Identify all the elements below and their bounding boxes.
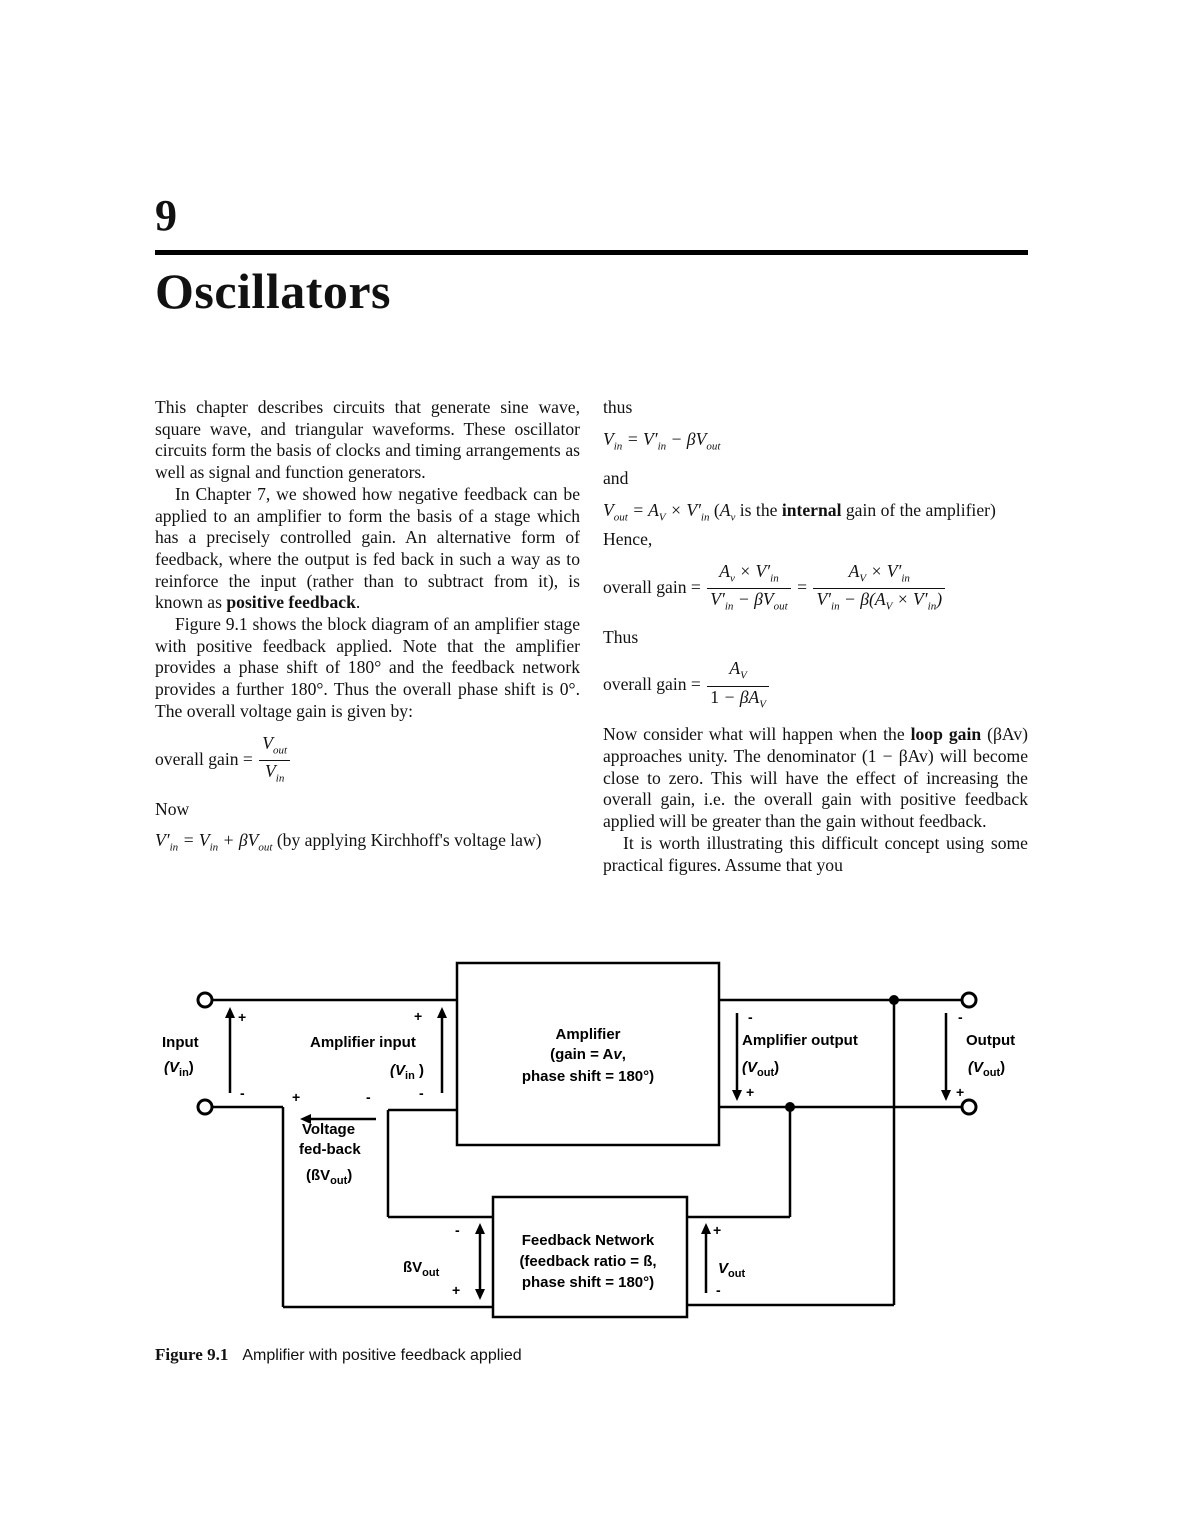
amplifier-output-label: Amplifier output — [742, 1032, 858, 1049]
chapter-rule — [155, 250, 1028, 255]
kirchhoff-note: (by applying Kirchhoff's voltage law) — [276, 830, 542, 851]
minus-sign: - — [716, 1282, 721, 1298]
loop-gain-term: loop gain — [910, 724, 982, 745]
formula-vout: $V_{out} = A_V \times V'_{in}$ ($A_v$ is the internal gain of the amplifier) — [603, 499, 996, 524]
amplifier-vout-label: $(V_{out})$ — [742, 1059, 780, 1079]
paragraph-figure: Figure 9.1 shows the block diagram of an amplifier stage with positive feedback applied. Note that the amplifier provides a phase shift of 180° and the feedback network provides a further 180°. Thus the overall phase shift is 0°. The overall voltage gain is given by: — [155, 614, 580, 721]
plus-sign: + — [238, 1009, 247, 1025]
formula-overall-gain-final: overall gain = $\frac{A_V}{1 - \beta A_V}$ — [603, 658, 1028, 714]
figure-caption-label: Figure 9.1 — [155, 1345, 229, 1364]
amplifier-phase: phase shift = 180°) — [521, 1068, 655, 1085]
output-vout-label: $(V_{out})$ — [968, 1059, 1006, 1079]
formula-label-3: overall gain = — [603, 674, 701, 695]
paragraph-practical: It is worth illustrating this difficult concept using some practical figures. Assume that you — [603, 832, 1028, 875]
figure-caption-text: Amplifier with positive feedback applied — [242, 1347, 522, 1364]
fb-vout-label: $V_{out}$ — [718, 1260, 746, 1280]
formula-vin: $V_{in} = V'_{in} - \beta V_{out}$ — [603, 428, 721, 453]
minus-sign: - — [958, 1009, 963, 1025]
input-terminal-top — [198, 993, 212, 1007]
formula-label-2: overall gain = — [603, 576, 701, 597]
plus-sign: + — [746, 1084, 755, 1100]
right-column — [603, 397, 1028, 876]
thus-text: thus — [603, 397, 633, 417]
positive-feedback-term: positive feedback — [226, 592, 356, 613]
voltage-label: Voltage — [302, 1121, 356, 1138]
paragraph-intro: This chapter describes circuits that generate sine wave, square wave, and triangular waveforms. These oscillator circuits form the basis of clocks and timing arrangements as well as signal and function generators. — [155, 397, 580, 483]
minus-sign: - — [366, 1089, 371, 1105]
block-diagram — [150, 955, 1030, 1330]
amplifier-vin-label: ($V_{in}$ ) — [390, 1062, 424, 1082]
and-text: and — [603, 467, 629, 488]
output-label: Output — [966, 1032, 1016, 1049]
plus-sign: + — [292, 1089, 301, 1105]
plus-sign: + — [452, 1282, 461, 1298]
formula-overall-gain-expanded: overall gain = $\frac{A_v \times V'_{in}}{V'_{in} - \beta V_{out}}$ = $\frac{A_V \times V'_{in}}{V'_{in} - \beta(A_V \times V'_{in})}$ — [603, 561, 1028, 617]
loop-gain-post: (βAv) approaches unity. The denominator (1 − βAv) will become close to zero. This will have the effect of increasing the overall gain, i.e. the overall gain with positive feedback applied will be greater than the gain without feedback. — [603, 724, 1028, 832]
beta-vout-label: $ßV_{out}$ — [403, 1259, 440, 1279]
output-terminal-top — [962, 993, 976, 1007]
plus-sign: + — [713, 1222, 722, 1238]
left-column — [155, 397, 580, 860]
figure-caption — [155, 1345, 522, 1365]
formula-kirchhoff: $V'_{in} = V_{in} + \beta V_{out}$ (by applying Kirchhoff's voltage law) — [155, 830, 542, 854]
fedback-vout-label: $(ßV_{out})$ — [306, 1167, 353, 1187]
now-text: Now — [155, 798, 190, 819]
plus-sign: + — [956, 1084, 965, 1100]
chapter-number: 9 — [155, 191, 177, 240]
formula-label: overall gain = — [155, 748, 253, 769]
input-terminal-bottom — [198, 1100, 212, 1114]
amplifier-title: Amplifier — [555, 1026, 621, 1043]
internal-gain-pre: is the — [739, 499, 778, 520]
loop-gain-pre: Now consider what will happen when the — [603, 724, 905, 745]
internal-gain-post: gain of the amplifier) — [845, 499, 996, 520]
formula-overall-gain: overall gain = $\frac{V_{out}}{V_{in}}$ — [155, 733, 580, 789]
hence-text: Hence, — [603, 528, 653, 549]
thus2-text: Thus — [603, 626, 639, 647]
plus-sign: + — [414, 1008, 423, 1024]
amplifier-input-label: Amplifier input — [310, 1034, 416, 1051]
amplifier-gain: (gain = Av, — [550, 1046, 626, 1063]
output-terminal-bottom — [962, 1100, 976, 1114]
minus-sign: - — [748, 1009, 753, 1025]
paragraph-feedback — [155, 484, 580, 614]
chapter-title: Oscillators — [155, 263, 392, 319]
internal-gain-bold: internal — [781, 499, 842, 520]
feedback-network-title: Feedback Network — [521, 1232, 655, 1249]
minus-sign: - — [455, 1222, 460, 1238]
minus-sign: - — [240, 1085, 245, 1101]
feedback-ratio: (feedback ratio = ß, — [519, 1253, 657, 1270]
fedback-label: fed-back — [299, 1141, 361, 1158]
paragraph-loop-gain — [603, 724, 1028, 833]
input-label: Input — [162, 1034, 199, 1051]
feedback-phase: phase shift = 180°) — [521, 1274, 655, 1291]
input-vin-label: $(V_{in})$ — [164, 1059, 194, 1079]
period: . — [355, 592, 361, 613]
minus-sign: - — [419, 1085, 424, 1101]
paragraph-feedback-text: In Chapter 7, we showed how negative feedback can be applied to an amplifier to form the basis of a stage which has a precisely controlled gain. An alternative form of feedback, where the output is fed back in such a way as to reinforce the input (rather than to subtract from it), is known as — [155, 483, 580, 613]
